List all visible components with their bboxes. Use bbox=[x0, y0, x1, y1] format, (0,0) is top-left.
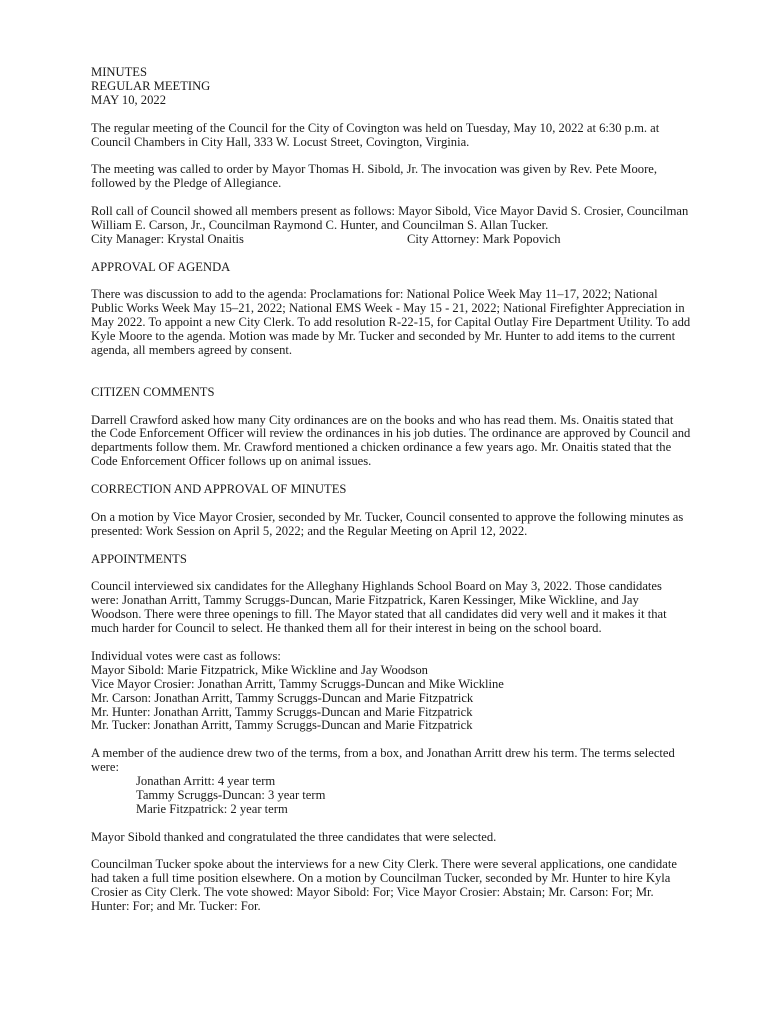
terms-intro: A member of the audience drew two of the terms, from a box, and Jonathan Arritt drew his term. The terms selected were: bbox=[91, 746, 675, 775]
section-heading-citizen-comments: CITIZEN COMMENTS bbox=[91, 384, 215, 399]
votes-intro: Individual votes were cast as follows: bbox=[91, 648, 281, 663]
section-heading-agenda: APPROVAL OF AGENDA bbox=[91, 259, 231, 274]
document-header bbox=[91, 66, 691, 108]
officials-row bbox=[91, 233, 691, 247]
votes-list bbox=[91, 650, 691, 733]
minutes-paragraph: On a motion by Vice Mayor Crosier, seconded by Mr. Tucker, Council consented to approve the following minutes as presented: Work Session on April 5, 2022; and the Regular Meeting on April 12, 2022. bbox=[91, 509, 684, 538]
doc-meeting-type: REGULAR MEETING bbox=[91, 78, 211, 93]
appointments-paragraph: Council interviewed six candidates for the Alleghany Highlands School Board on May 3, 2022. Those candidates were: Jonathan Arritt, Tammy Scruggs-Duncan, Marie Fitzpatrick, Karen Kessinger, Mike Wickline, and Jay Woodson. There were three openings to fill. The Mayor stated that all candidates did very well and it makes it that much harder for Council to select. He thanked them all for their interest in being on the school board. bbox=[91, 579, 667, 636]
doc-date: MAY 10, 2022 bbox=[91, 92, 166, 107]
vote-line: Vice Mayor Crosier: Jonathan Arritt, Tammy Scruggs-Duncan and Mike Wickline bbox=[91, 676, 504, 691]
section-heading-minutes: CORRECTION AND APPROVAL OF MINUTES bbox=[91, 482, 347, 497]
term-line: Tammy Scruggs-Duncan: 3 year term bbox=[136, 787, 326, 802]
city-clerk-paragraph: Councilman Tucker spoke about the interviews for a new City Clerk. There were several applications, one candidate had taken a full time position elsewhere. On a motion by Councilman Tucker, seconded by Mr. Hunter to hire Kyla Crosier as City Clerk. The vote showed: Mayor Sibold: For; Vice Mayor Crosier: Abstain; Mr. Carson: For; Mr. Hunter: For; and Mr. Tucker: For. bbox=[91, 857, 677, 914]
city-attorney: City Attorney: Mark Popovich bbox=[407, 231, 561, 246]
terms-list bbox=[91, 747, 691, 817]
agenda-paragraph: There was discussion to add to the agenda: Proclamations for: National Police Week May 11–17, 2022; National Public Works Week May 15–21, 2022; National EMS Week - May 15 - 21, 2022; National Firefighter Appreciation in May 2022. To appoint a new City Clerk. To add resolution R-22-15, for Capital Outlay Fire Department Utility. To add Kyle Moore to the agenda. Motion was made by Mr. Tucker and seconded by Mr. Hunter to add items to the current agenda, all members agreed by consent. bbox=[91, 287, 691, 358]
thanks-paragraph: Mayor Sibold thanked and congratulated the three candidates that were selected. bbox=[91, 829, 497, 844]
roll-call-paragraph: Roll call of Council showed all members present as follows: Mayor Sibold, Vice Mayor David S. Crosier, Councilman William E. Carson, Jr., Councilman Raymond C. Hunter, and Councilman S. Allan Tucker. bbox=[91, 204, 689, 232]
term-line: Jonathan Arritt: 4 year term bbox=[136, 774, 276, 789]
vote-line: Mr. Tucker: Jonathan Arritt, Tammy Scruggs-Duncan and Marie Fitzpatrick bbox=[91, 718, 473, 733]
call-to-order-paragraph: The meeting was called to order by Mayor Thomas H. Sibold, Jr. The invocation was given by Rev. Pete Moore, followed by the Pledge of Allegiance. bbox=[91, 162, 658, 191]
minutes-document bbox=[91, 66, 691, 914]
term-line: Marie Fitzpatrick: 2 year term bbox=[136, 801, 288, 816]
section-heading-appointments: APPOINTMENTS bbox=[91, 551, 187, 566]
intro-paragraph: The regular meeting of the Council for the City of Covington was held on Tuesday, May 10, 2022 at 6:30 p.m. at Council Chambers in City Hall, 333 W. Locust Street, Covington, Virginia. bbox=[91, 120, 660, 149]
citizen-comments-paragraph: Darrell Crawford asked how many City ordinances are on the books and who has read them. Ms. Onaitis stated that the Code Enforcement Officer will review the ordinances in his job duties. The ordinance are approved by Council and departments follow them. Mr. Crawford mentioned a chicken ordinance a few years ago. Mr. Onaitis stated that the Code Enforcement Officer follows up on animal issues. bbox=[91, 412, 691, 469]
vote-line: Mr. Hunter: Jonathan Arritt, Tammy Scruggs-Duncan and Marie Fitzpatrick bbox=[91, 704, 473, 719]
vote-line: Mr. Carson: Jonathan Arritt, Tammy Scruggs-Duncan and Marie Fitzpatrick bbox=[91, 690, 474, 705]
doc-title: MINUTES bbox=[91, 65, 147, 79]
city-manager: City Manager: Krystal Onaitis bbox=[91, 231, 244, 246]
vote-line: Mayor Sibold: Marie Fitzpatrick, Mike Wickline and Jay Woodson bbox=[91, 662, 428, 677]
